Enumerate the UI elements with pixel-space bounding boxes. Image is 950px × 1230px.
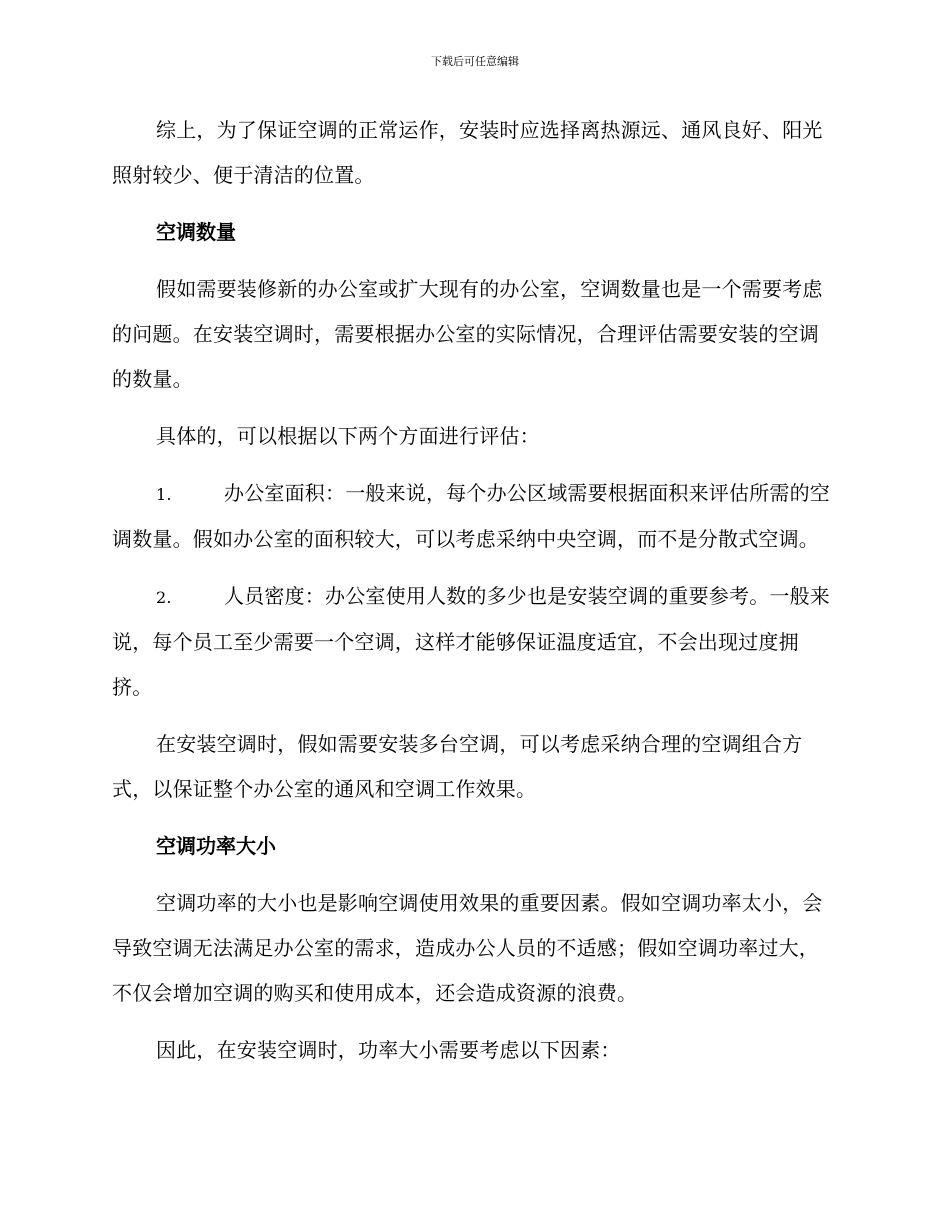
list-item-text: 人员密度：办公室使用人数的多少也是安装空调的重要参考。一般来说，每个员工至少需要一个空调，这样才能够保证温度适宜，不会出现过度拥挤。 xyxy=(112,584,830,699)
paragraph-multiple-units: 在安装空调时，假如需要安装多台空调，可以考虑采纳合理的空调组合方式，以保证整个办公室的通风和空调工作效果。 xyxy=(112,732,803,801)
list-number: 2. xyxy=(156,588,172,607)
paragraph-ac-quantity-intro: 假如需要装修新的办公室或扩大现有的办公室，空调数量也是一个需要考虑的问题。在安装空调时，需要根据办公室的实际情况，合理评估需要安装的空调的数量。 xyxy=(112,277,823,391)
list-item-text: 办公室面积：一般来说，每个办公区域需要根据面积来评估所需的空调数量。假如办公室的面积较大，可以考虑采纳中央空调，而不是分散式空调。 xyxy=(112,481,830,551)
section-heading-ac-power: 空调功率大小 xyxy=(156,834,276,858)
document-body xyxy=(112,108,832,1073)
list-number: 1. xyxy=(156,485,172,504)
paragraph-evaluation-intro: 具体的，可以根据以下两个方面进行评估： xyxy=(156,424,540,448)
list-item-office-area xyxy=(112,471,832,562)
page-header: 下载后可任意编辑 xyxy=(431,55,519,68)
paragraph-power-factors-intro: 因此，在安装空调时，功率大小需要考虑以下因素： xyxy=(156,1038,621,1062)
section-heading-ac-quantity: 空调数量 xyxy=(156,220,236,244)
paragraph-summary: 综上，为了保证空调的正常运作，安装时应选择离热源远、通风良好、阳光照射较少、便于清洁的位置。 xyxy=(112,118,823,187)
list-item-staff-density xyxy=(112,574,832,710)
paragraph-ac-power: 空调功率的大小也是影响空调使用效果的重要因素。假如空调功率太小，会导致空调无法满足办公室的需求，造成办公人员的不适感；假如空调功率过大，不仅会增加空调的购买和使用成本，还会造成资源的浪费。 xyxy=(112,891,823,1005)
